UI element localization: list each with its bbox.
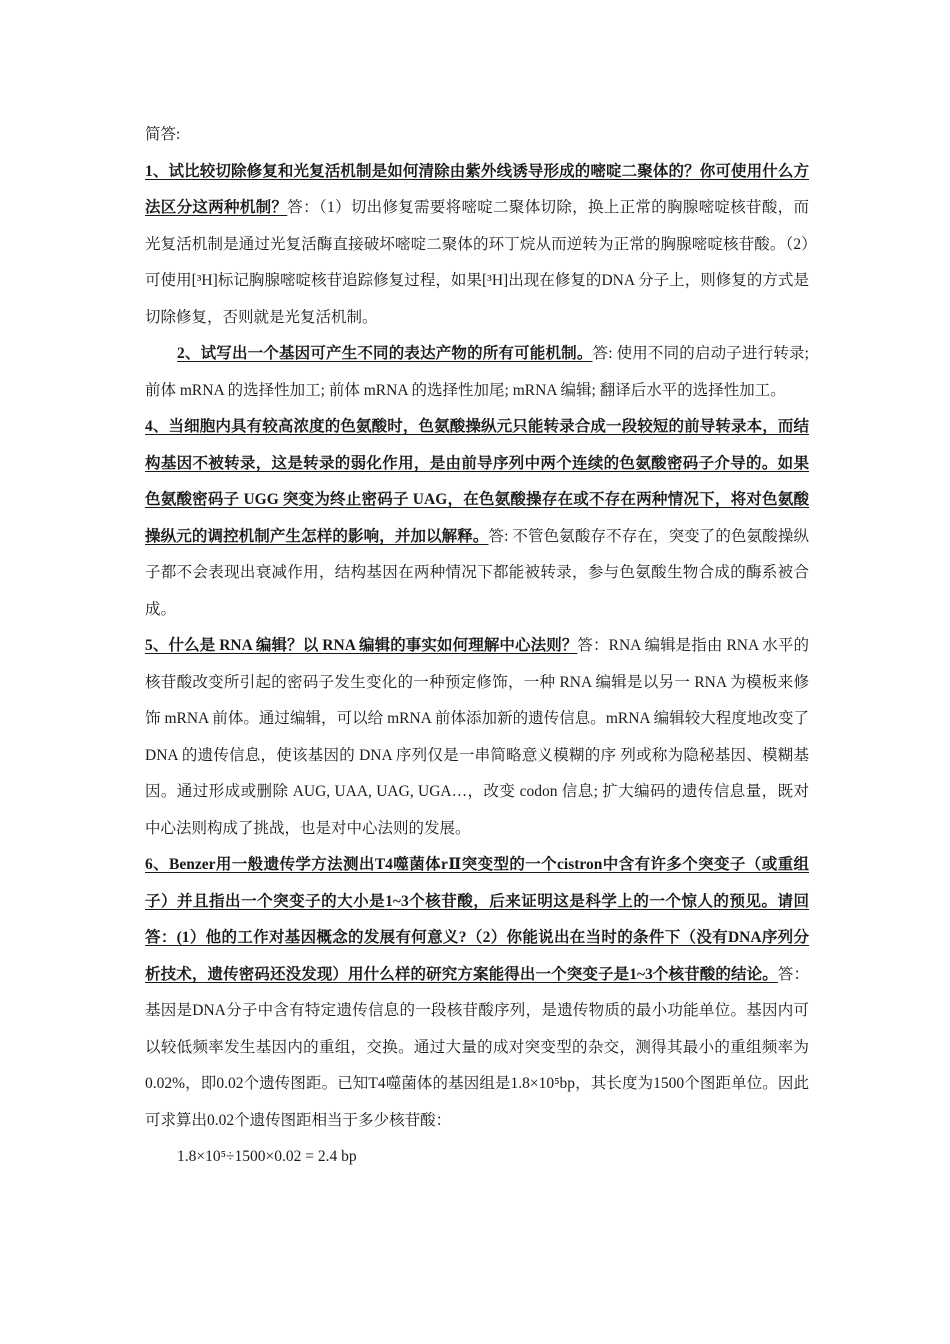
document-page — [145, 117, 809, 1176]
question-block-4 — [145, 409, 809, 628]
question-block-6 — [145, 847, 809, 1139]
question-text: 4、当细胞内具有较高浓度的色氨酸时，色氨酸操纵元只能转录合成一段较短的前导转录本，而结构基因不被转录，这是转录的弱化作用，是由前导序列中两个连续的色氨酸密码子介导的。如果色氨酸密码子 UGG 突变为终止密码子 UAG，在色氨酸操存在或不存在两种情况下，将对色氨酸操纵元的调控机制产生怎样的影响，并加以解释。 — [145, 418, 809, 545]
question-block-1 — [145, 154, 809, 337]
question-text: 2、试写出一个基因可产生不同的表达产物的所有可能机制。 — [177, 345, 593, 362]
question-text: 5、什么是 RNA 编辑？以 RNA 编辑的事实如何理解中心法则？ — [145, 637, 578, 654]
section-heading: 简答: — [145, 126, 181, 143]
answer-text: 答：基因是DNA分子中含有特定遗传信息的一段核苷酸序列，是遗传物质的最小功能单位。基因内可以较低频率发生基因内的重组，交换。通过大量的成对突变型的杂交，测得其最小的重组频率为0.02%，即0.02个遗传图距。已知T4噬菌体的基因组是1.8×10⁵bp，其长度为1500个图距单位。因此可求算出0.02个遗传图距相当于多少核苷酸： — [145, 965, 809, 1129]
answer-text: 答：（1）切出修复需要将嘧啶二聚体切除，换上正常的胸腺嘧啶核苷酸，而光复活机制是通过光复活酶直接破坏嘧啶二聚体的环丁烷从而逆转为正常的胸腺嘧啶核苷酸。（2）可使用[³H]标记胸腺嘧啶核苷追踪修复过程，如果[³H]出现在修复的DNA 分子上，则修复的方式是切除修复，否则就是光复活机制。 — [145, 199, 809, 326]
answer-text: 答：RNA 编辑是指由 RNA 水平的核苷酸改变所引起的密码子发生变化的一种预定修饰，一种 RNA 编辑是以另一 RNA 为模板来修饰 mRNA 前体。通过编辑，可以给 mRNA 前体添加新的遗传信息。mRNA 编辑较大程度地改变了 DNA 的遗传信息，使该基因的 DNA 序列仅是一串简略意义模糊的序 列或称为隐秘基因、模糊基因。通过形成或删除 AUG, UAA, UAG, UGA…，改变 codon 信息; 扩大编码的遗传信息量，既对中心法则构成了挑战，也是对中心法则的发展。 — [145, 637, 809, 837]
answer-text: 答: 不管色氨酸存不存在，突变了的色氨酸操纵子都不会表现出衰减作用，结构基因在两种情况下都能被转录，参与色氨酸生物合成的酶系被合成。 — [145, 527, 809, 618]
question-text: 6、Benzer用一般遗传学方法测出T4噬菌体rⅡ突变型的一个cistron中含有许多个突变子（或重组子）并且指出一个突变子的大小是1~3个核苷酸，后来证明这是科学上的一个惊人的预见。请回答：(1）他的工作对基因概念的发展有何意义?（2）你能说出在当时的条件下（没有DNA序列分析技术，遗传密码还没发现）用什么样的研究方案能得出一个突变子是1~3个核苷酸的结论。 — [145, 856, 809, 983]
question-block-2 — [145, 336, 809, 409]
question-block-5 — [145, 628, 809, 847]
answer-text: 答: 使用不同的启动子进行转录; 前体 mRNA 的选择性加工; 前体 mRNA 的选择性加尾; mRNA 编辑; 翻译后水平的选择性加工。 — [145, 345, 809, 399]
question-text: 1、试比较切除修复和光复活机制是如何清除由紫外线诱导形成的嘧啶二聚体的？你可使用什么方法区分这两种机制？ — [145, 162, 809, 216]
calculation-formula: 1.8×10⁵÷1500×0.02 = 2.4 bp — [177, 1148, 357, 1165]
